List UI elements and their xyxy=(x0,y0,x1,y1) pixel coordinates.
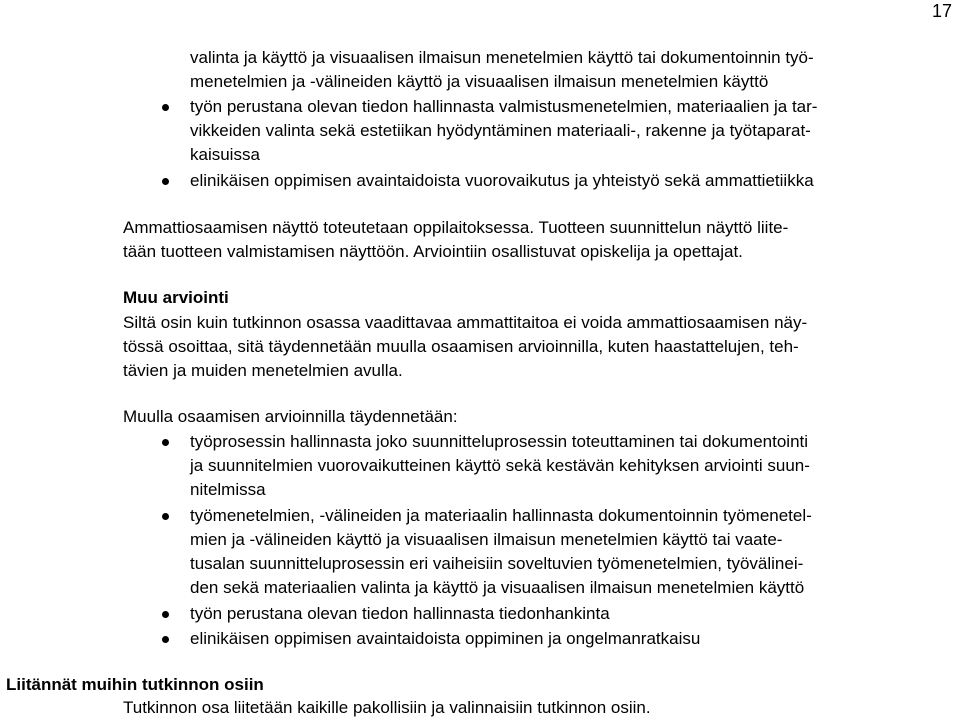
list-item-line: kaisuissa xyxy=(190,145,260,164)
list-item-line: mien ja -välineiden käyttö ja visuaalisen ilmaisun menetelmien käyttö tai vaate- xyxy=(190,530,783,549)
list-item-line: työprosessin hallinnasta joko suunnitteluprosessin toteuttaminen tai dokumentointi xyxy=(190,432,809,451)
paragraph-line: Siltä osin kuin tutkinnon osassa vaadittavaa ammattitaitoa ei voida ammattiosaamisen näy- xyxy=(123,313,808,332)
bullet-icon xyxy=(162,636,169,643)
page-number: 17 xyxy=(931,1,952,21)
bullet-icon xyxy=(162,439,169,446)
paragraph-line: tävien ja muiden menetelmien avulla. xyxy=(123,361,403,380)
list-item-line: tusalan suunnitteluprosessin eri vaiheisiin soveltuvien työmenetelmien, työvälinei- xyxy=(190,554,804,573)
paragraph-line: Ammattiosaamisen näyttö toteutetaan oppilaitoksessa. Tuotteen suunnittelun näyttö liite- xyxy=(123,218,789,237)
paragraph-line: Tutkinnon osa liitetään kaikille pakollisiin ja valinnaisiin tutkinnon osiin. xyxy=(123,698,651,717)
bullet-icon xyxy=(162,104,169,111)
paragraph-line: tään tuotteen valmistamisen näyttöön. Arviointiin osallistuvat opiskelija ja opettajat. xyxy=(123,242,743,261)
list-item-line: elinikäisen oppimisen avaintaidoista vuorovaikutus ja yhteistyö sekä ammattietiikka xyxy=(190,171,814,190)
list-item-line: menetelmien ja -välineiden käyttö ja visuaalisen ilmaisun menetelmien käyttö xyxy=(190,72,769,91)
section-heading: Liitännät muihin tutkinnon osiin xyxy=(6,675,264,694)
list-item-line: elinikäisen oppimisen avaintaidoista oppiminen ja ongelmanratkaisu xyxy=(190,629,701,648)
paragraph-line: tössä osoittaa, sitä täydennetään muulla osaamisen arvioinnilla, kuten haastattelujen, teh- xyxy=(123,337,799,356)
list-item-line: työmenetelmien, -välineiden ja materiaalin hallinnasta dokumentoinnin työmenetel- xyxy=(190,506,812,525)
list-item-line: den sekä materiaalien valinta ja käyttö ja visuaalisen ilmaisun menetelmien käyttö xyxy=(190,578,805,597)
list-intro: Muulla osaamisen arvioinnilla täydennetään: xyxy=(123,407,458,426)
list-item-line: työn perustana olevan tiedon hallinnasta tiedonhankinta xyxy=(190,604,610,623)
list-item-line: valinta ja käyttö ja visuaalisen ilmaisun menetelmien käyttö tai dokumentoinnin työ- xyxy=(190,48,814,67)
list-item-line: nitelmissa xyxy=(190,480,266,499)
list-item-line: ja suunnitelmien vuorovaikutteinen käyttö sekä kestävän kehityksen arviointi suun- xyxy=(190,456,810,475)
list-item-line: työn perustana olevan tiedon hallinnasta valmistusmenetelmien, materiaalien ja tar- xyxy=(190,97,818,116)
section-heading: Muu arviointi xyxy=(123,288,229,307)
bullet-icon xyxy=(162,178,169,185)
bullet-icon xyxy=(162,611,169,618)
list-item-line: vikkeiden valinta sekä estetiikan hyödyntäminen materiaali-, rakenne ja työtaparat- xyxy=(190,121,811,140)
bullet-icon xyxy=(162,513,169,520)
